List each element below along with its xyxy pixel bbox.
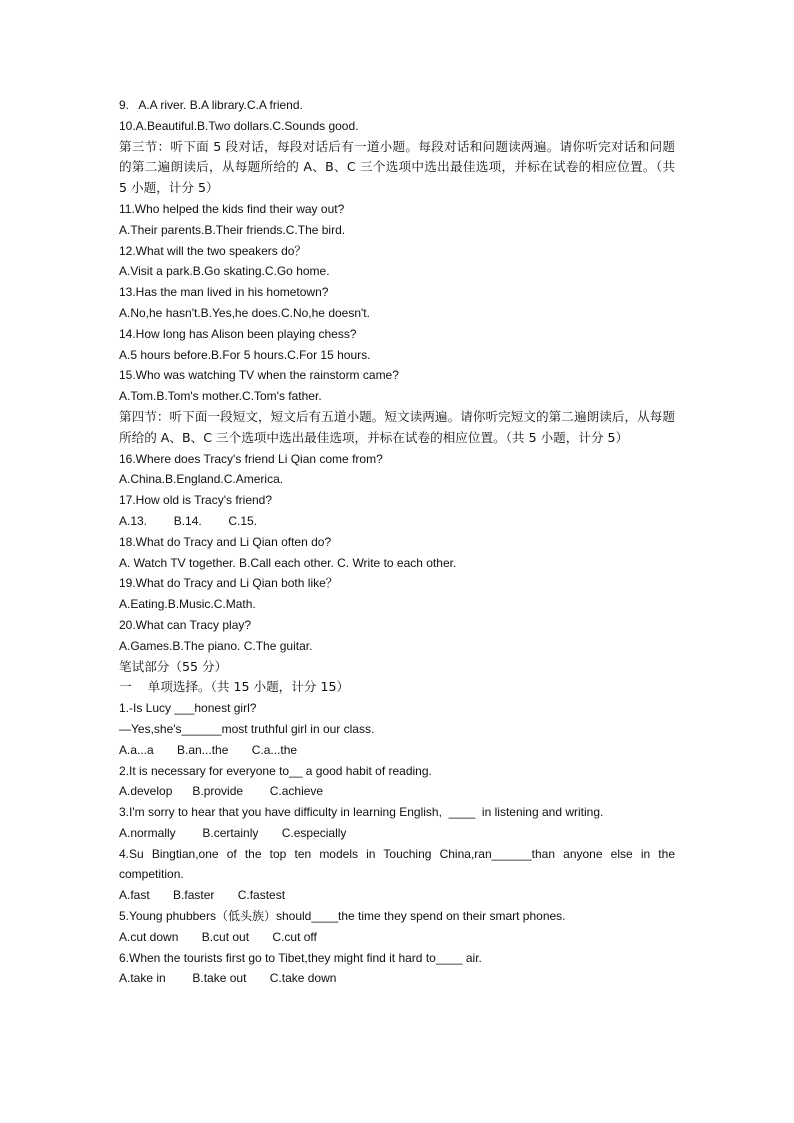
question-18-options: A. Watch TV together. B.Call each other. C. Write to each other.	[119, 555, 457, 570]
mc-question-3: 3.I'm sorry to hear that you have difficulty in learning English, ____ in listening and writing.	[119, 805, 604, 820]
mc-question-1-reply: —Yes,she's______most truthful girl in our class.	[119, 721, 375, 736]
question-14-options: A.5 hours before.B.For 5 hours.C.For 15 hours.	[119, 347, 371, 362]
mc-question-1-options: A.a...a B.an...the C.a...the	[119, 742, 298, 757]
question-19: 19.What do Tracy and Li Qian both like？	[119, 576, 338, 591]
section-4-instructions: 第四节：听下面一段短文，短文后有五道小题。短文读两遍。请你听完短文的第二遍朗读后，从每题所给的 A、B、C 三个选项中选出最佳选项，并标在试卷的相应位置。（共 5 小题，计分 5）	[119, 408, 675, 445]
mc-question-6-options: A.take in B.take out C.take down	[119, 971, 337, 986]
question-19-options: A.Eating.B.Music.C.Math.	[119, 597, 256, 612]
question-20-options: A.Games.B.The piano. C.The guitar.	[119, 638, 313, 653]
mc-question-4-options: A.fast B.faster C.fastest	[119, 888, 286, 903]
section-3-instructions: 第三节：听下面 5 段对话，每段对话后有一道小题。每段对话和问题读两遍。请你听完对话和问题的第二遍朗读后，从每题所给的 A、B、C 三个选项中选出最佳选项，并标在试卷的相应位置。（共 5 小题，计分 5）	[119, 138, 675, 196]
question-13-options: A.No,he hasn't.B.Yes,he does.C.No,he doesn't.	[119, 305, 370, 320]
listening-q10-options: 10.A.Beautiful.B.Two dollars.C.Sounds good.	[119, 118, 359, 133]
question-20: 20.What can Tracy play?	[119, 617, 252, 632]
written-part-heading: 笔试部分（55 分）	[119, 658, 228, 674]
question-14: 14.How long has Alison been playing chess?	[119, 326, 357, 341]
question-16: 16.Where does Tracy's friend Li Qian come from?	[119, 451, 383, 466]
mc-question-6: 6.When the tourists first go to Tibet,they might find it hard to____ air.	[119, 950, 482, 965]
mc-question-2: 2.It is necessary for everyone to__ a good habit of reading.	[119, 763, 432, 778]
mc-question-3-options: A.normally B.certainly C.especially	[119, 825, 347, 840]
listening-q9-options: 9. A.A river. B.A library.C.A friend.	[119, 98, 303, 112]
single-choice-heading: 一 单项选择。（共 15 小题，计分 15）	[119, 679, 350, 695]
question-15: 15.Who was watching TV when the rainstorm came?	[119, 368, 399, 383]
mc-question-5: 5.Young phubbers（低头族）should____the time they spend on their smart phones.	[119, 909, 566, 924]
question-17: 17.How old is Tracy's friend?	[119, 493, 273, 508]
question-17-options: A.13. B.14. C.15.	[119, 513, 258, 528]
question-18: 18.What do Tracy and Li Qian often do?	[119, 534, 332, 549]
mc-question-1: 1.-Is Lucy ___honest girl?	[119, 701, 257, 716]
mc-question-4-continued: competition.	[119, 867, 184, 882]
question-15-options: A.Tom.B.Tom's mother.C.Tom's father.	[119, 389, 322, 404]
question-16-options: A.China.B.England.C.America.	[119, 472, 284, 487]
question-13: 13.Has the man lived in his hometown?	[119, 285, 329, 300]
mc-question-2-options: A.develop B.provide C.achieve	[119, 784, 324, 799]
question-12: 12.What will the two speakers do？	[119, 243, 307, 258]
mc-question-5-options: A.cut down B.cut out C.cut off	[119, 929, 317, 944]
question-12-options: A.Visit a park.B.Go skating.C.Go home.	[119, 264, 330, 279]
mc-question-4: 4.Su Bingtian,one of the top ten models in Touching China,ran______than anyone else in the	[119, 846, 675, 861]
question-11: 11.Who helped the kids find their way out?	[119, 201, 345, 216]
exam-content	[119, 95, 675, 989]
question-11-options: A.Their parents.B.Their friends.C.The bird.	[119, 222, 346, 237]
